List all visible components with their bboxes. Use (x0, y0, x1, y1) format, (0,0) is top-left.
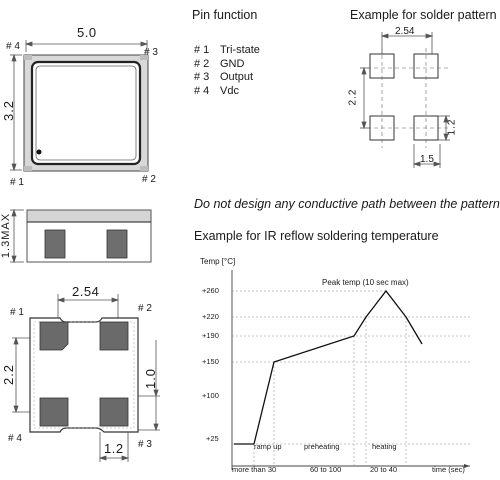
reflow-peak-label: Peak temp (10 sec max) (322, 278, 409, 287)
solder-padh-label: 1.2 (446, 118, 458, 136)
design-warning: Do not design any conductive path between the pattern (194, 197, 500, 211)
phase-heating: heating (372, 442, 397, 451)
pin-function-table (194, 44, 260, 98)
solder-pitch-label: 2.54 (395, 26, 415, 37)
time-axis-label: time (sec) (432, 465, 465, 474)
phase-rampup: ramp up (254, 442, 282, 451)
ytick-260: +260 (202, 286, 219, 295)
pin-function-row: # 4 Vdc (194, 84, 239, 97)
pin-function-row: # 2 GND (194, 57, 245, 70)
package-bottom-view (30, 318, 138, 432)
ytick-100: +100 (202, 391, 219, 400)
solder-pattern-title: Example for solder pattern (350, 8, 497, 22)
time-rampup: more than 30 (232, 465, 277, 474)
pin-function-row: # 3 Output (194, 71, 254, 83)
side-height-label: 1.3MAX (0, 212, 13, 259)
reflow-profile-line (234, 291, 422, 444)
footprint-padwidth-label: 1.2 (104, 441, 124, 456)
solder-padw-label: 1.5 (420, 154, 434, 165)
ytick-25: +25 (206, 434, 219, 443)
footprint-height-label: 2.2 (1, 363, 17, 386)
top-pin2-label: # 2 (142, 174, 156, 185)
side-height-dimension (10, 210, 24, 262)
ytick-220: +220 (202, 312, 219, 321)
top-pin3-label: # 3 (144, 47, 158, 58)
solder-pattern-drawing (360, 32, 450, 168)
reflow-ylabel: Temp [°C] (200, 257, 236, 266)
pin1-marker (37, 150, 42, 155)
top-pin4-label: # 4 (6, 41, 20, 52)
solder-height-label: 2.2 (347, 88, 359, 106)
top-pin1-label: # 1 (10, 177, 24, 188)
top-height-label: 3.2 (1, 99, 17, 122)
footprint-pin1-label: # 1 (10, 307, 24, 318)
package-side-view (27, 210, 151, 262)
pad-2 (100, 322, 128, 350)
footprint-pad-label: 1.0 (143, 367, 159, 390)
footprint-pin4-label: # 4 (8, 433, 22, 444)
pad-3 (100, 398, 128, 426)
time-heating: 20 to 40 (370, 465, 398, 474)
package-top-view (24, 55, 148, 171)
footprint-pin2-label: # 2 (138, 303, 152, 314)
pin-function-title: Pin function (192, 8, 258, 22)
pad-4 (40, 398, 68, 426)
top-width-dimension (26, 40, 147, 52)
pin-function-row: # 1 Tri-state (194, 44, 260, 56)
footprint-pin3-label: # 3 (138, 439, 152, 450)
ytick-190: +190 (202, 331, 219, 340)
ytick-150: +150 (202, 357, 219, 366)
footprint-pitch-label: 2.54 (72, 284, 100, 299)
top-width-label: 5.0 (77, 25, 97, 40)
reflow-chart (232, 270, 470, 470)
phase-preheating: preheating (304, 442, 340, 451)
reflow-title: Example for IR reflow soldering temperature (194, 229, 439, 243)
time-preheating: 60 to 100 (310, 465, 342, 474)
pad-1 (40, 322, 68, 350)
